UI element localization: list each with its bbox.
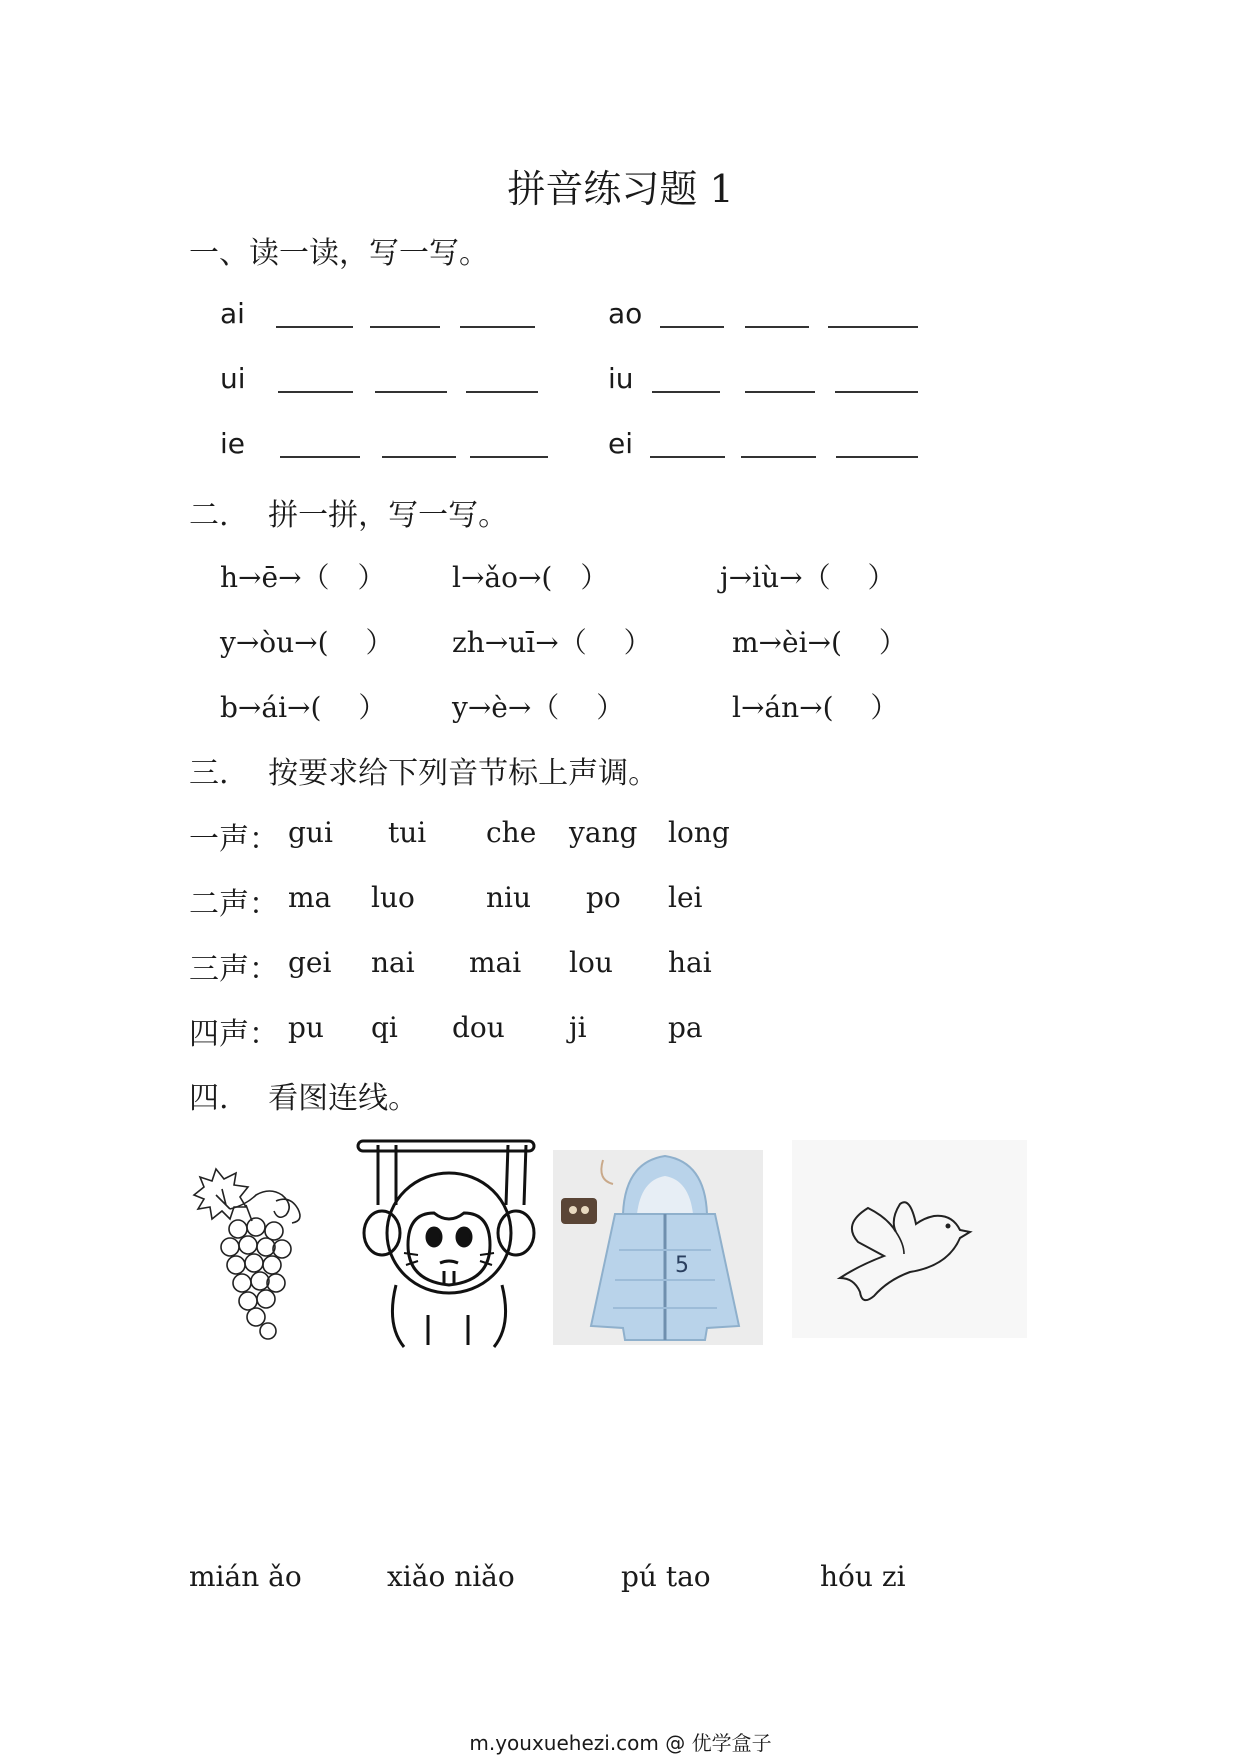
tone-label: 四声：: [189, 1017, 279, 1052]
syllable[interactable]: ji: [569, 1011, 587, 1044]
grape: [273, 1240, 291, 1258]
grape: [257, 1238, 275, 1256]
syllable[interactable]: qi: [371, 1011, 398, 1044]
write-blank[interactable]: [836, 456, 918, 458]
grape: [239, 1236, 257, 1254]
write-blank[interactable]: [470, 456, 548, 458]
bag: [561, 1198, 597, 1224]
spell-item[interactable]: m→èi→( ）: [732, 626, 907, 659]
tone-label: 一声：: [189, 822, 279, 857]
bag-dot: [569, 1206, 577, 1214]
monkey-picture[interactable]: [356, 1135, 536, 1350]
write-blank[interactable]: [382, 456, 456, 458]
answer-pinyin[interactable]: pú tao: [621, 1560, 711, 1593]
section3-heading: 三. 按要求给下列音节标上声调。: [189, 756, 659, 791]
footer-source: m.youxuehezi.com @ 优学盒子: [469, 1731, 772, 1755]
syllable[interactable]: long: [668, 816, 730, 849]
monkey-face: [408, 1213, 490, 1285]
monkey-ear-left: [364, 1211, 400, 1255]
write-blank[interactable]: [460, 326, 535, 328]
bag-dot: [581, 1206, 589, 1214]
section1-heading: 一、读一读，写一写。: [189, 236, 489, 271]
syllable[interactable]: lou: [569, 946, 613, 979]
grape: [227, 1256, 245, 1274]
syllable[interactable]: po: [586, 881, 621, 914]
syllable[interactable]: nai: [371, 946, 415, 979]
section4-heading: 四. 看图连线。: [189, 1081, 419, 1116]
monkey-eye-left: [427, 1228, 441, 1246]
syllable[interactable]: dou: [452, 1011, 505, 1044]
spell-item[interactable]: y→è→（ ）: [452, 691, 625, 724]
grape: [257, 1290, 275, 1308]
tone-label: 二声：: [189, 887, 279, 922]
syllable[interactable]: gei: [288, 946, 332, 979]
grape-leaf-vein: [216, 1189, 230, 1209]
grape: [239, 1292, 257, 1310]
grape: [251, 1272, 269, 1290]
item-label: ie: [220, 427, 246, 460]
item-label: iu: [608, 362, 634, 395]
write-blank[interactable]: [280, 456, 360, 458]
monkey-whiskers: [404, 1253, 494, 1265]
syllable[interactable]: niu: [486, 881, 532, 914]
write-blank[interactable]: [375, 391, 447, 393]
syllable[interactable]: pu: [288, 1011, 324, 1044]
write-blank[interactable]: [370, 326, 440, 328]
syllable[interactable]: pa: [668, 1011, 703, 1044]
grape-tendril: [230, 1191, 289, 1217]
bird-photo-bg: [792, 1140, 1027, 1338]
answer-pinyin[interactable]: mián ǎo: [189, 1560, 302, 1593]
spell-item[interactable]: j→iù→（ ）: [720, 561, 896, 594]
write-blank[interactable]: [835, 391, 918, 393]
write-blank[interactable]: [652, 391, 720, 393]
answer-pinyin[interactable]: xiǎo niǎo: [387, 1560, 515, 1593]
monkey-arm-right: [506, 1145, 526, 1205]
spell-item[interactable]: l→án→( ）: [732, 691, 899, 724]
spell-item[interactable]: b→ái→( ）: [220, 691, 387, 724]
syllable[interactable]: gui: [288, 816, 333, 849]
answer-pinyin[interactable]: hóu zi: [820, 1560, 906, 1593]
grapes-picture[interactable]: [186, 1165, 326, 1345]
syllable[interactable]: ma: [288, 881, 332, 914]
bird-picture[interactable]: [792, 1140, 1027, 1338]
jacket-picture[interactable]: [553, 1150, 763, 1345]
grape: [247, 1218, 265, 1236]
write-blank[interactable]: [745, 326, 809, 328]
monkey-eye-right: [457, 1228, 471, 1246]
monkey-mouth: [440, 1261, 458, 1285]
spell-item[interactable]: l→ǎo→( ）: [452, 561, 609, 594]
bird-eye: [946, 1224, 951, 1229]
syllable[interactable]: mai: [469, 946, 522, 979]
jacket-number: 5: [675, 1253, 689, 1278]
write-blank[interactable]: [650, 456, 725, 458]
tone-label: 三声：: [189, 952, 279, 987]
syllable[interactable]: luo: [371, 881, 415, 914]
item-label: ao: [608, 297, 643, 330]
item-label: ui: [220, 362, 246, 395]
grape: [245, 1254, 263, 1272]
grape: [267, 1274, 285, 1292]
monkey-ear-right: [498, 1211, 534, 1255]
write-blank[interactable]: [741, 456, 816, 458]
write-blank[interactable]: [466, 391, 538, 393]
write-blank[interactable]: [828, 326, 918, 328]
item-label: ei: [608, 427, 634, 460]
grape: [263, 1256, 281, 1274]
spell-item[interactable]: y→òu→( ）: [220, 626, 394, 659]
write-blank[interactable]: [660, 326, 724, 328]
grape: [233, 1274, 251, 1292]
write-blank[interactable]: [745, 391, 815, 393]
page-title: 拼音练习题 1: [507, 167, 734, 211]
syllable[interactable]: che: [486, 816, 537, 849]
grape: [221, 1238, 239, 1256]
grape: [260, 1323, 276, 1339]
write-blank[interactable]: [278, 391, 353, 393]
spell-item[interactable]: h→ē→（ ）: [220, 561, 386, 594]
grape: [229, 1220, 247, 1238]
item-label: ai: [220, 297, 245, 330]
write-blank[interactable]: [276, 326, 353, 328]
syllable[interactable]: yang: [569, 816, 638, 849]
syllable[interactable]: tui: [388, 816, 427, 849]
grape-leaf: [194, 1169, 248, 1219]
syllable[interactable]: lei: [668, 881, 703, 914]
section2-heading: 二. 拼一拼，写一写。: [189, 498, 509, 533]
monkey-head: [387, 1173, 511, 1293]
monkey-arm-left: [378, 1145, 396, 1205]
syllable[interactable]: hai: [668, 946, 712, 979]
spell-item[interactable]: zh→uī→（ ）: [452, 626, 652, 659]
grape: [265, 1222, 283, 1240]
grape: [247, 1308, 265, 1326]
